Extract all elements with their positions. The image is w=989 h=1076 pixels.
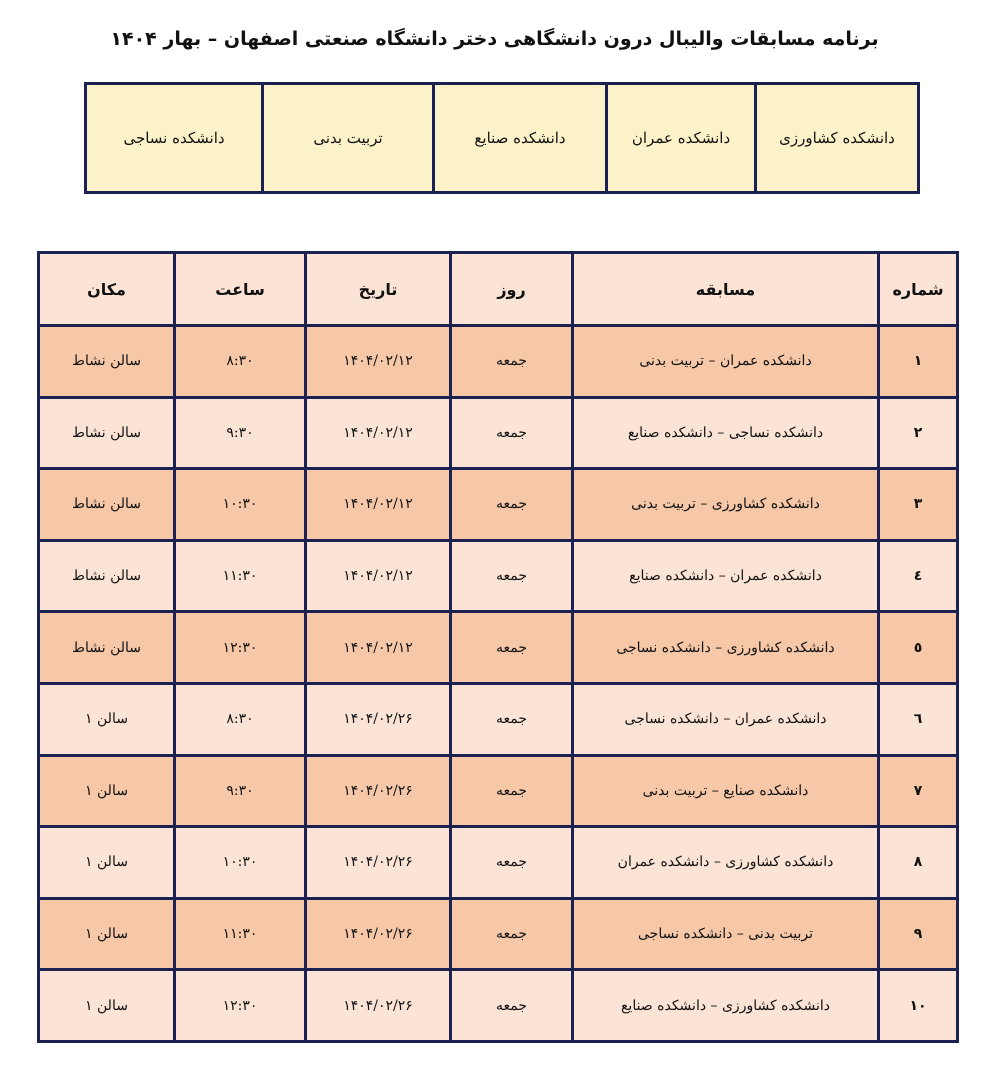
cell-match: دانشکده عمران – دانشکده نساجی <box>573 683 879 755</box>
cell-place: سالن ۱ <box>39 970 175 1042</box>
table-row <box>39 755 958 827</box>
cell-time: ۹:۳۰ <box>175 397 306 469</box>
header-match: مسابقه <box>573 253 879 326</box>
cell-date: ۱۴۰۴/۰۲/۱۲ <box>306 469 451 541</box>
cell-place: سالن نشاط <box>39 540 175 612</box>
table-row <box>39 326 958 398</box>
cell-time: ۱۰:۳۰ <box>175 827 306 899</box>
cell-date: ۱۴۰۴/۰۲/۱۲ <box>306 397 451 469</box>
cell-number: ٦ <box>879 683 958 755</box>
cell-date: ۱۴۰۴/۰۲/۱۲ <box>306 540 451 612</box>
table-row <box>39 540 958 612</box>
table-row <box>39 898 958 970</box>
cell-number: ۱۰ <box>879 970 958 1042</box>
team-cell: دانشکده صنایع <box>434 84 607 193</box>
cell-match: دانشکده کشاورزی – دانشکده صنایع <box>573 970 879 1042</box>
cell-place: سالن ۱ <box>39 683 175 755</box>
table-row <box>39 469 958 541</box>
header-number: شماره <box>879 253 958 326</box>
team-cell: دانشکده کشاورزی <box>756 84 919 193</box>
cell-day: جمعه <box>451 397 573 469</box>
cell-match: تربیت بدنی – دانشکده نساجی <box>573 898 879 970</box>
cell-day: جمعه <box>451 540 573 612</box>
cell-day: جمعه <box>451 326 573 398</box>
cell-number: ۹ <box>879 898 958 970</box>
cell-place: سالن نشاط <box>39 469 175 541</box>
cell-place: سالن نشاط <box>39 397 175 469</box>
cell-day: جمعه <box>451 755 573 827</box>
cell-time: ۸:۳۰ <box>175 683 306 755</box>
table-row <box>39 827 958 899</box>
cell-date: ۱۴۰۴/۰۲/۲۶ <box>306 827 451 899</box>
cell-date: ۱۴۰۴/۰۲/۲۶ <box>306 970 451 1042</box>
cell-time: ۱۱:۳۰ <box>175 898 306 970</box>
cell-match: دانشکده عمران – دانشکده صنایع <box>573 540 879 612</box>
cell-day: جمعه <box>451 970 573 1042</box>
cell-date: ۱۴۰۴/۰۲/۲۶ <box>306 683 451 755</box>
cell-number: ٤ <box>879 540 958 612</box>
cell-match: دانشکده کشاورزی – تربیت بدنی <box>573 469 879 541</box>
teams-table <box>84 82 920 194</box>
table-row <box>39 612 958 684</box>
cell-day: جمعه <box>451 827 573 899</box>
cell-match: دانشکده نساجی – دانشکده صنایع <box>573 397 879 469</box>
cell-day: جمعه <box>451 898 573 970</box>
team-cell: تربیت بدنی <box>263 84 434 193</box>
team-cell: دانشکده نساجی <box>86 84 263 193</box>
cell-date: ۱۴۰۴/۰۲/۱۲ <box>306 326 451 398</box>
header-row <box>39 253 958 326</box>
cell-day: جمعه <box>451 612 573 684</box>
cell-time: ۹:۳۰ <box>175 755 306 827</box>
team-cell: دانشکده عمران <box>607 84 756 193</box>
cell-place: سالن ۱ <box>39 898 175 970</box>
cell-date: ۱۴۰۴/۰۲/۲۶ <box>306 898 451 970</box>
cell-time: ۱۲:۳۰ <box>175 970 306 1042</box>
cell-number: ۳ <box>879 469 958 541</box>
table-row <box>39 970 958 1042</box>
cell-number: ۱ <box>879 326 958 398</box>
cell-match: دانشکده کشاورزی – دانشکده عمران <box>573 827 879 899</box>
cell-number: ۸ <box>879 827 958 899</box>
cell-time: ۸:۳۰ <box>175 326 306 398</box>
cell-place: سالن ۱ <box>39 755 175 827</box>
header-time: ساعت <box>175 253 306 326</box>
cell-place: سالن ۱ <box>39 827 175 899</box>
cell-number: ۲ <box>879 397 958 469</box>
cell-day: جمعه <box>451 469 573 541</box>
header-day: روز <box>451 253 573 326</box>
cell-date: ۱۴۰۴/۰۲/۲۶ <box>306 755 451 827</box>
header-place: مکان <box>39 253 175 326</box>
table-row <box>39 683 958 755</box>
cell-match: دانشکده عمران – تربیت بدنی <box>573 326 879 398</box>
cell-number: ۷ <box>879 755 958 827</box>
cell-time: ۱۲:۳۰ <box>175 612 306 684</box>
cell-match: دانشکده صنایع – تربیت بدنی <box>573 755 879 827</box>
cell-day: جمعه <box>451 683 573 755</box>
cell-date: ۱۴۰۴/۰۲/۱۲ <box>306 612 451 684</box>
cell-match: دانشکده کشاورزی – دانشکده نساجی <box>573 612 879 684</box>
teams-row <box>86 84 919 193</box>
cell-place: سالن نشاط <box>39 612 175 684</box>
header-date: تاریخ <box>306 253 451 326</box>
cell-time: ۱۰:۳۰ <box>175 469 306 541</box>
cell-time: ۱۱:۳۰ <box>175 540 306 612</box>
table-row <box>39 397 958 469</box>
cell-number: ٥ <box>879 612 958 684</box>
schedule-table <box>37 251 959 1043</box>
page-title: برنامه مسابقات والیبال درون دانشگاهی دختر دانشگاه صنعتی اصفهان – بهار ۱۴۰۴ <box>110 28 879 50</box>
cell-place: سالن نشاط <box>39 326 175 398</box>
